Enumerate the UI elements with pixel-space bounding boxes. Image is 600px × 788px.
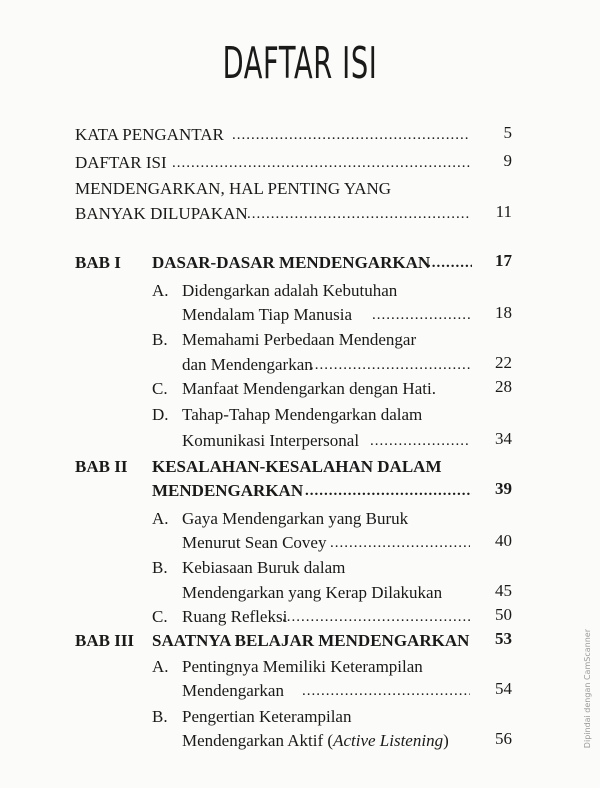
toc-entry-text: MENDENGARKAN, HAL PENTING YANG xyxy=(75,179,392,198)
toc-chapter-bab-2-line2[interactable] xyxy=(0,478,600,504)
dot-leader xyxy=(305,478,472,504)
item-text: Pengertian Keterampilan xyxy=(182,707,352,726)
chapter-label: BAB I xyxy=(75,253,121,272)
page-number: 17 xyxy=(495,251,512,270)
item-text: Gaya Mendengarkan yang Buruk xyxy=(182,509,409,528)
page-number: 34 xyxy=(495,429,512,448)
item-letter: D. xyxy=(152,405,169,424)
dot-leader xyxy=(282,604,470,630)
toc-entry-text: KATA PENGANTAR xyxy=(75,125,224,144)
page-title: DAFTAR ISI xyxy=(222,38,378,89)
scanner-watermark: Dipindai dengan CamScanner xyxy=(583,628,592,748)
item-letter: B. xyxy=(152,330,168,349)
dot-leader xyxy=(302,678,470,704)
chapter-label: BAB III xyxy=(75,631,135,650)
toc-chapter-bab-1[interactable] xyxy=(0,250,600,276)
page-number: 56 xyxy=(495,729,512,748)
item-text: Mendengarkan xyxy=(182,681,284,700)
item-text: Menurut Sean Covey xyxy=(182,533,327,552)
item-text: dan Mendengarkan xyxy=(182,355,313,374)
item-letter: C. xyxy=(152,379,168,398)
item-letter: B. xyxy=(152,558,168,577)
item-text: Komunikasi Interpersonal xyxy=(182,431,360,450)
page-number: 53 xyxy=(495,629,512,648)
toc-entry-kata-pengantar[interactable] xyxy=(0,122,600,148)
chapter-title: DASAR-DASAR MENDENGARKAN xyxy=(152,253,431,272)
toc-item-2a-line2[interactable] xyxy=(0,530,600,556)
item-text-part: ) xyxy=(443,731,449,750)
toc-entry-text: BANYAK DILUPAKAN xyxy=(75,204,248,223)
page-number: 9 xyxy=(503,151,512,170)
item-letter: A. xyxy=(152,657,169,676)
dot-leader xyxy=(427,250,472,276)
toc-item-1c[interactable] xyxy=(0,376,600,402)
toc-entry-daftar-isi[interactable] xyxy=(0,150,600,176)
dot-leader xyxy=(310,352,470,378)
page-number: 5 xyxy=(503,123,512,142)
item-text-italic: Active Listening xyxy=(333,731,444,750)
item-text: Tahap-Tahap Mendengarkan dalam xyxy=(182,405,423,424)
item-text: Mendengarkan yang Kerap Dilakukan xyxy=(182,583,443,602)
toc-item-3b-line2[interactable] xyxy=(0,728,600,754)
toc-item-1a-line2[interactable] xyxy=(0,302,600,328)
dot-leader xyxy=(172,150,470,176)
item-text: Memahami Perbedaan Mendengar xyxy=(182,330,417,349)
item-text xyxy=(182,728,449,754)
item-text: Pentingnya Memiliki Keterampilan xyxy=(182,657,423,676)
dot-leader xyxy=(247,201,470,227)
dot-leader xyxy=(370,428,470,454)
dot-leader xyxy=(372,302,470,328)
page-number: 22 xyxy=(495,353,512,372)
toc-chapter-bab-3[interactable] xyxy=(0,628,600,654)
item-letter: B. xyxy=(152,707,168,726)
item-text: Didengarkan adalah Kebutuhan xyxy=(182,281,398,300)
item-text-part: Mendengarkan Aktif ( xyxy=(182,731,334,750)
page-number: 39 xyxy=(495,479,512,498)
toc-entry-mendengarkan-line2[interactable] xyxy=(0,201,600,227)
page-number: 50 xyxy=(495,605,512,624)
page-number: 28 xyxy=(495,377,512,396)
item-letter: A. xyxy=(152,509,169,528)
toc-item-3a-line2[interactable] xyxy=(0,678,600,704)
item-text: Kebiasaan Buruk dalam xyxy=(182,558,346,577)
page-number: 54 xyxy=(495,679,512,698)
item-letter: A. xyxy=(152,281,169,300)
chapter-title: MENDENGARKAN xyxy=(152,481,304,500)
dot-leader xyxy=(330,530,470,556)
toc-entry-text: DAFTAR ISI xyxy=(75,153,167,172)
item-text: Manfaat Mendengarkan dengan Hati. xyxy=(182,379,436,398)
item-text: Mendalam Tiap Manusia xyxy=(182,305,352,324)
page-number: 45 xyxy=(495,581,512,600)
item-letter: C. xyxy=(152,607,168,626)
item-text: Ruang Refleksi xyxy=(182,607,288,626)
dot-leader xyxy=(232,122,470,148)
chapter-label: BAB II xyxy=(75,457,128,476)
chapter-title: SAATNYA BELAJAR MENDENGARKAN xyxy=(152,631,470,650)
page-number: 18 xyxy=(495,303,512,322)
toc-item-1d-line2[interactable] xyxy=(0,428,600,454)
page-number: 40 xyxy=(495,531,512,550)
chapter-title: KESALAHAN-KESALAHAN DALAM xyxy=(152,457,442,476)
toc-item-1d-line1[interactable] xyxy=(0,402,600,428)
page-number: 11 xyxy=(495,202,512,221)
